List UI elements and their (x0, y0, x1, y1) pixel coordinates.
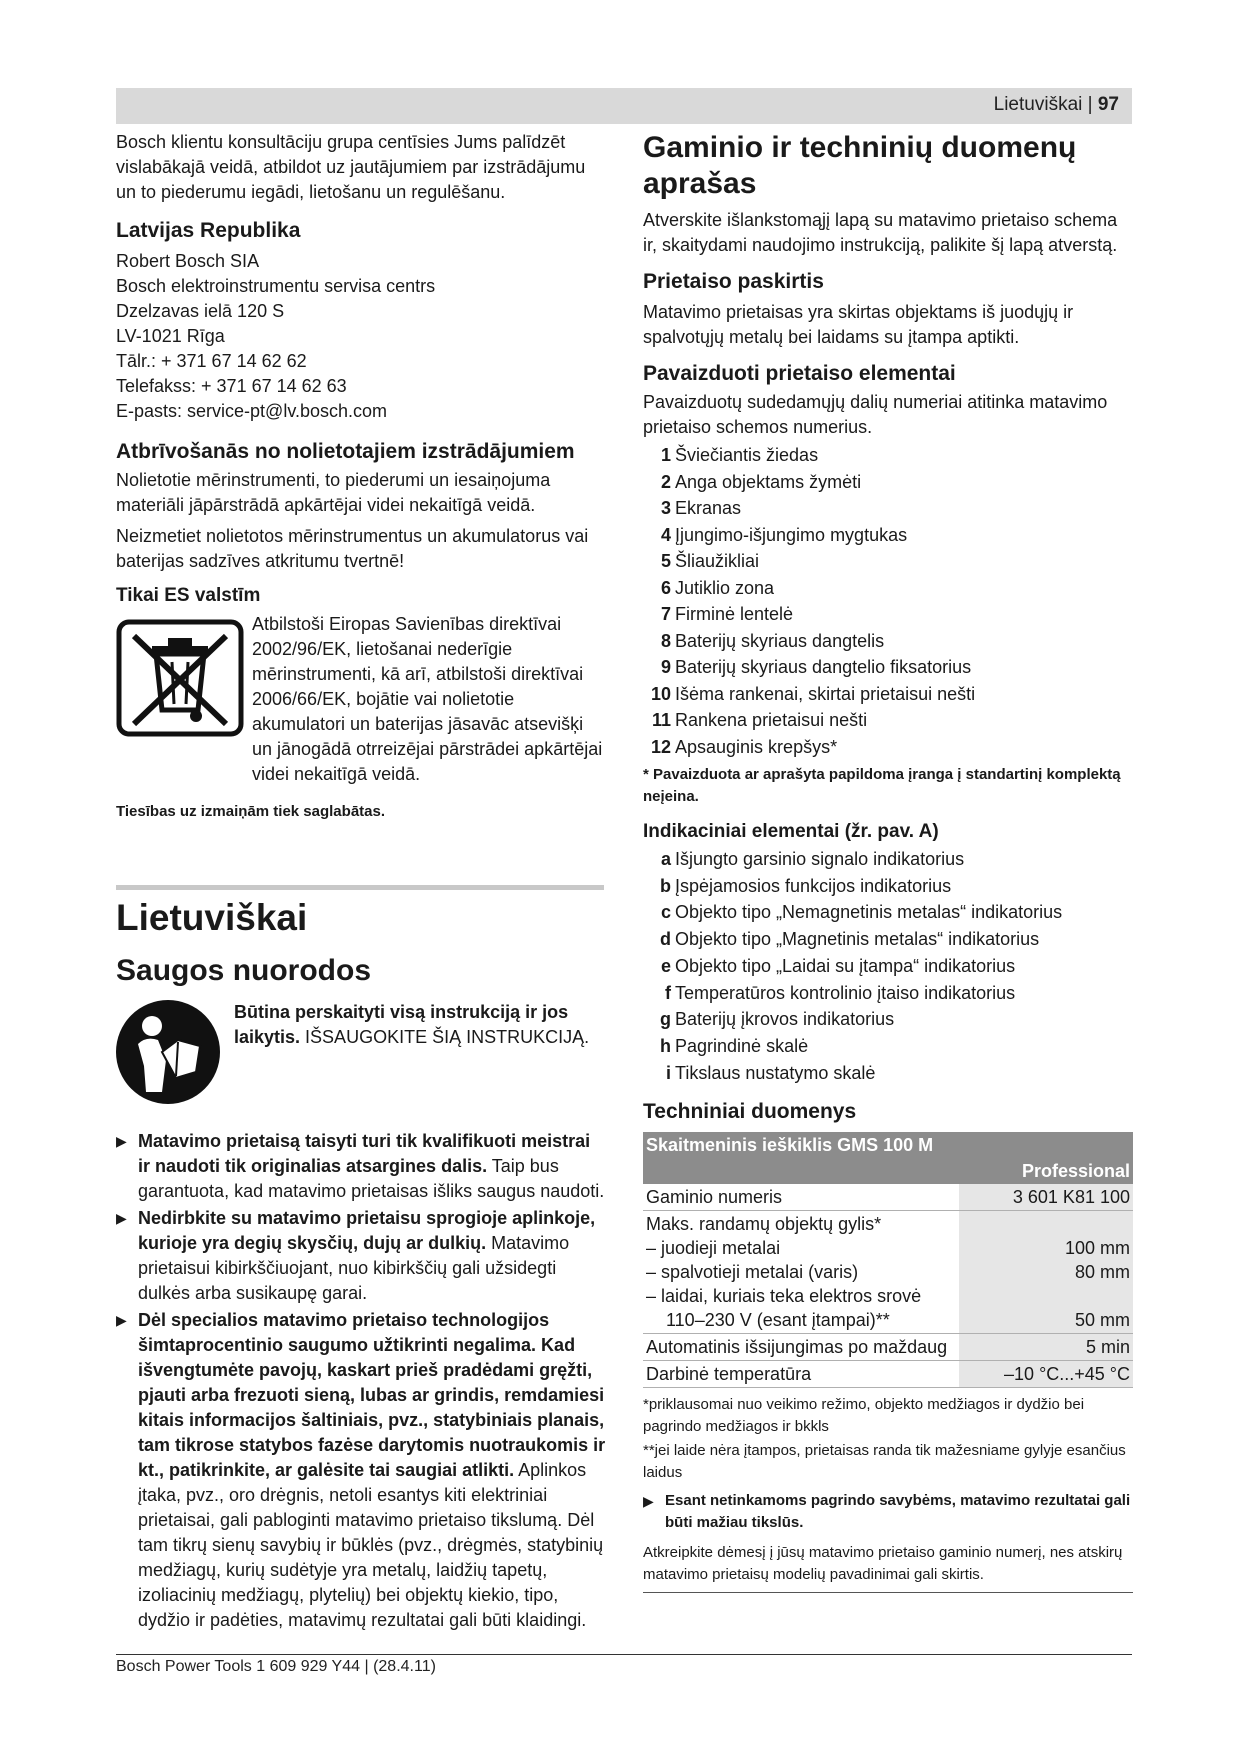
table-header-row (643, 1132, 1133, 1158)
table-row: Maks. randamų objektų gylis* – juodieji metalai – spalvotieji metalai (varis) – laidai, kuriais teka elektros srovė 110–230 V (esant įtampai)** 100 mm 80 mm 50 mm (643, 1211, 1133, 1334)
purpose-heading: Prietaiso paskirtis (643, 270, 824, 293)
page-number: 97 (1097, 94, 1119, 115)
page-footer: Bosch Power Tools 1 609 929 Y44 | (28.4.11) (116, 1658, 436, 1675)
section-rule (116, 885, 604, 890)
list-item: b Įspėjamosios funkcijos indikatorius (660, 875, 952, 896)
bullet-arrow-icon: ▶ (116, 1133, 127, 1149)
list-item: 1 Šviečiantis žiedas (660, 445, 819, 465)
safety-bullet-3: ▶ Dėl specialios matavimo prietaiso technologijos šimtaprocentinio saugumo užtikrinti negalima. Kad išvengtumėte pavojų, kaskart prieš pradėdami gręžti, pjauti arba frezuoti sieną, lubas ar grindis, remdamiesi kitais informacijos šaltiniais, pvz., statybiniais planais, tam tikrose statybos fazėse darytomis nuotraukomis ir kt., patikrinkite, ar galėsite tai saugiai atlikti. Aplinkos įtaka, pvz., oro drėgnis, netoli esantys kiti elektriniai prietaisai, gali pabloginti matavimo prietaiso tikslumą. Dėl tam tikrų sienų savybių ir būklės (pvz., drėgmės, statybinių medžiagų, kurių sudėtyje yra metalų, laidžių tapetų, izoliacinių medžiagų, plytelių) bei objektų kiekio, tipo, dydžio ir padėties, matavimų rezultatai gali būti klaidingi. (116, 1308, 606, 1633)
list-item: 9 Baterijų skyriaus dangtelio fiksatorius (660, 657, 972, 677)
list-item: a Išjungto garsinio signalo indikatorius (660, 849, 965, 869)
elements-heading: Pavaizduoti prietaiso elementai (643, 362, 956, 385)
read-instructions-text: Būtina perskaityti visą instrukciją ir jos laikytis. IŠSAUGOKITE ŠIĄ INSTRUKCIJĄ. (234, 1002, 590, 1047)
table-row: Gaminio numeris 3 601 K81 100 (643, 1184, 1133, 1211)
list-item: 11 Rankena prietaisui nešti (651, 710, 868, 730)
purpose-text: Matavimo prietaisas yra skirtas objektams iš juodųjų ir spalvotųjų metalų bei laidams su įtampa aptikti. (643, 302, 1074, 347)
read-instructions-block (116, 1000, 606, 1109)
indicators-list (643, 846, 1133, 1086)
list-item: e Objekto tipo „Laidai su įtampa“ indikatorius (660, 955, 1016, 976)
email-link: E-pasts: service-pt@lv.bosch.com (116, 401, 388, 421)
list-item: c Objekto tipo „Nemagnetinis metalas“ indikatorius (660, 902, 1063, 923)
safety-bullet-1: ▶ Matavimo prietaisą taisyti turi tik kvalifikuoti meistrai ir naudoti tik originalias atsargines dalis. Taip bus garantuota, kad matavimo prietaisas išliks saugus naudoti. (116, 1129, 606, 1204)
eu-directive-text: Atbilstoši Eiropas Savienības direktīvai 2002/96/EK, lietošanai nederīgie mērinstrumenti, kā arī, atbilstoši direktīvai 2006/66/EK, bojātie vai nolietotie akumulatori un baterijas jāsavāc atsevišķi un jānogādā otrreizējai pārstrādei apkārtējai videi nekaitīgā veidā. (252, 614, 603, 784)
foldout-intro: Atverskite išlankstomąjį lapą su matavimo prietaiso schema ir, skaitydami naudojimo instrukciją, palikite šį lapą atverstą. (643, 210, 1118, 255)
language-heading: Lietuviškai (116, 897, 308, 938)
list-item: 8 Baterijų skyriaus dangtelis (660, 630, 885, 651)
left-column (116, 130, 606, 1633)
table-end-rule (643, 1592, 1133, 1593)
bullet-arrow-icon: ▶ (643, 1493, 654, 1510)
list-item: h Pagrindinė skalė (660, 1035, 809, 1056)
list-item: 3 Ekranas (660, 498, 742, 518)
table-row: Automatinis išsijungimas po maždaug 5 min (643, 1334, 1133, 1361)
accessory-note: * Pavaizduota ar aprašyta papildoma įranga į standartinį komplektą neįeina. (643, 766, 1121, 805)
bullet-arrow-icon: ▶ (116, 1210, 127, 1226)
weee-block (116, 612, 606, 787)
indicators-heading: Indikaciniai elementai (žr. pav. A) (643, 821, 939, 842)
accuracy-warning: ▶ Esant netinkamoms pagrindo savybėms, matavimo rezultatai gali būti mažiau tikslūs. (643, 1490, 1133, 1534)
crossed-bin-icon (116, 612, 252, 787)
product-name-cell: Skaitmeninis ieškiklis GMS 100 M (643, 1132, 1133, 1158)
tech-data-table (643, 1132, 1133, 1388)
header-bar (116, 88, 1132, 124)
safety-heading: Saugos nuorodos (116, 954, 371, 987)
elements-intro: Pavaizduotų sudedamųjų dalių numeriai atitinka matavimo prietaiso schemos numerius. (643, 392, 1108, 437)
list-item: 2 Anga objektams žymėti (660, 471, 862, 492)
list-item: i Tikslaus nustatymo skalė (665, 1062, 876, 1083)
product-description-title: Gaminio ir techninių duomenų aprašas (643, 131, 1077, 200)
list-item: g Baterijų įkrovos indikatorius (660, 1009, 895, 1030)
footnote-1: *priklausomai nuo veikimo režimo, objekto medžiagos ir dydžio bei pagrindo medžiagos ir bkkls (643, 1396, 1085, 1436)
list-item: 12 Apsauginis krepšys* (650, 736, 838, 757)
eu-heading: Tikai ES valstīm (116, 585, 261, 606)
list-item: 5 Šliaužikliai (660, 551, 760, 571)
table-header-row (643, 1158, 1133, 1184)
list-item: 7 Firminė lentelė (660, 604, 794, 624)
list-item: 6 Jutiklio zona (660, 577, 775, 598)
disposal-paragraph-2: Neizmetiet nolietotos mērinstrumentus un akumulatorus vai baterijas sadzīves atkritumu tvertnē! (116, 526, 589, 571)
page-header: Lietuviškai | 97 (993, 94, 1119, 115)
list-item: 4 Įjungimo-išjungimo mygtukas (660, 524, 908, 545)
disposal-paragraph-1: Nolietotie mērinstrumenti, to piederumi un iesaiņojuma materiāli jāpārstrādā apkārtējai videi nekaitīgā veidā. (116, 470, 551, 515)
list-item: f Temperatūros kontrolinio įtaiso indikatorius (665, 982, 1016, 1003)
table-row: Darbinė temperatūra –10 °C...+45 °C (643, 1361, 1133, 1388)
list-item: 10 Išėma rankenai, skirtai prietaisui nešti (650, 683, 976, 704)
safety-bullet-2: ▶ Nedirbkite su matavimo prietaisu sprogioje aplinkoje, kurioje yra degių skysčių, dujų ar dulkių. Matavimo prietaisui kibirkščiuojant, nuo kibirkščių gali užsidegti dulkės arba susikaupę garai. (116, 1206, 606, 1306)
bullet-arrow-icon: ▶ (116, 1312, 127, 1328)
latvia-heading: Latvijas Republika (116, 219, 301, 242)
tech-data-heading: Techniniai duomenys (643, 1100, 857, 1124)
product-number-note: Atkreipkite dėmesį į jūsų matavimo prietaiso gaminio numerį, nes atskirų matavimo prietaisų modelių pavadinimai gali skirtis. (643, 1544, 1123, 1584)
professional-cell: Professional (959, 1158, 1133, 1184)
list-item: d Objekto tipo „Magnetinis metalas“ indikatorius (660, 929, 1040, 950)
rights-note: Tiesības uz izmaiņām tiek saglabātas. (116, 803, 386, 820)
footnote-2: **jei laide nėra įtampos, prietaisas randa tik mažesniame gylyje esančius laidus (643, 1442, 1126, 1482)
disposal-heading: Atbrīvošanās no nolietotajiem izstrādājumiem (116, 440, 575, 463)
read-manual-icon (116, 1000, 234, 1109)
intro-paragraph: Bosch klientu konsultāciju grupa centīsies Jums palīdzēt vislabākajā veidā, atbildot uz jautājumiem par izstrādājumu un to piederumu iegādi, lietošanu un regulēšanu. (116, 132, 586, 202)
elements-list (643, 442, 1133, 760)
footer-rule (116, 1654, 1132, 1655)
address-block: Robert Bosch SIA Bosch elektroinstrumentu servisa centrs Dzelzavas ielā 120 S LV-1021 Rīga Tālr.: + 371 67 14 62 62 Telefakss: + 371 67 14 62 63 E-pasts: service-pt@lv.bosch.com (116, 249, 606, 424)
right-column (643, 130, 1133, 1593)
